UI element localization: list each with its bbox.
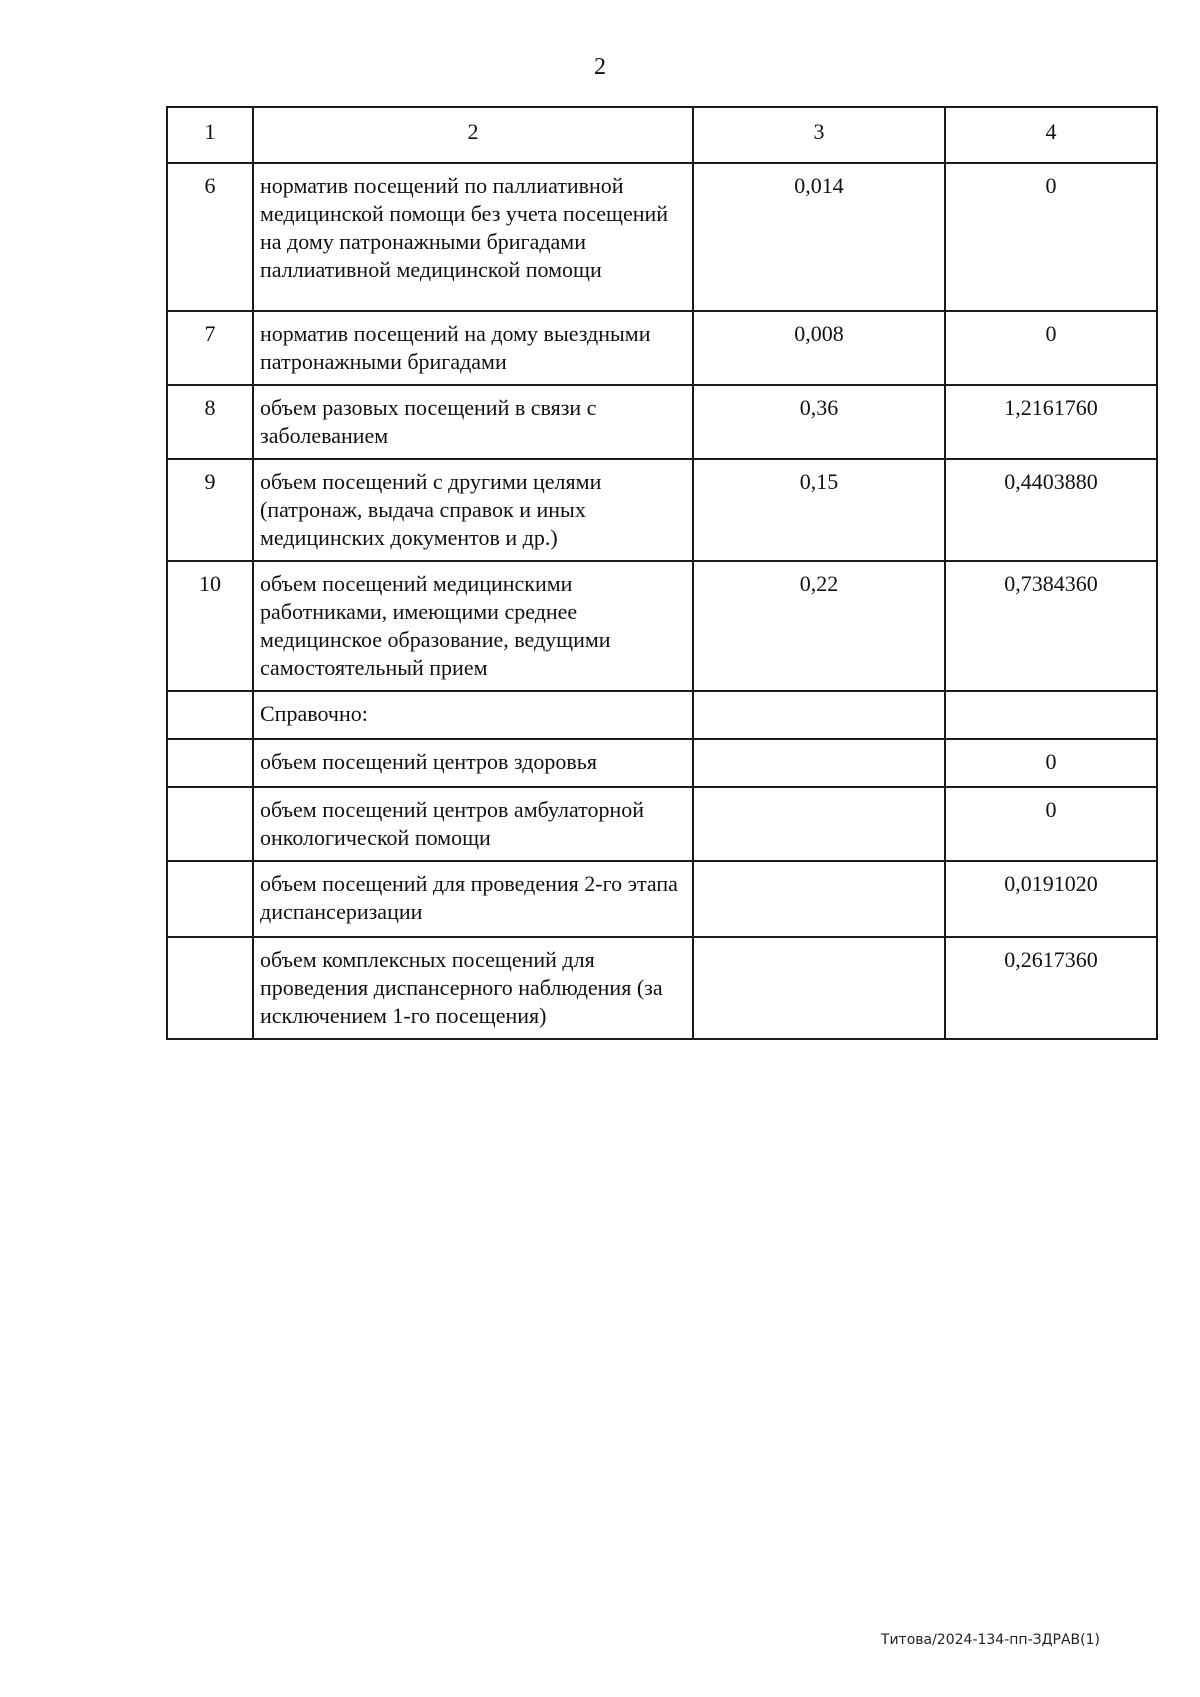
row-number: 10 (167, 561, 253, 691)
header-col-4: 4 (945, 107, 1157, 163)
row-value-col3: 0,014 (693, 163, 945, 311)
row-number (167, 861, 253, 937)
table-row (167, 691, 1157, 739)
table-row (167, 787, 1157, 861)
table-row (167, 561, 1157, 691)
row-number (167, 937, 253, 1039)
row-description: норматив посещений по паллиативной медицинской помощи без учета посещений на дому патронажными бригадами паллиативной медицинской помощи (253, 163, 693, 311)
row-number: 8 (167, 385, 253, 459)
row-description: объем посещений для проведения 2-го этапа диспансеризации (253, 861, 693, 937)
row-value-col4: 0 (945, 787, 1157, 861)
row-value-col3 (693, 787, 945, 861)
row-value-col4: 0 (945, 163, 1157, 311)
data-table (166, 106, 1158, 1040)
table-row (167, 385, 1157, 459)
table-row (167, 739, 1157, 787)
row-value-col3 (693, 739, 945, 787)
row-value-col3: 0,36 (693, 385, 945, 459)
row-description: норматив посещений на дому выездными патронажными бригадами (253, 311, 693, 385)
table-row (167, 459, 1157, 561)
row-number (167, 691, 253, 739)
row-number: 6 (167, 163, 253, 311)
row-value-col3 (693, 691, 945, 739)
row-number: 7 (167, 311, 253, 385)
table-row (167, 163, 1157, 311)
row-value-col3 (693, 861, 945, 937)
row-value-col3: 0,15 (693, 459, 945, 561)
row-description: объем посещений центров здоровья (253, 739, 693, 787)
row-value-col3: 0,008 (693, 311, 945, 385)
row-value-col4: 0 (945, 311, 1157, 385)
row-description: объем комплексных посещений для проведения диспансерного наблюдения (за исключением 1-го посещения) (253, 937, 693, 1039)
table-header-row (167, 107, 1157, 163)
row-number: 9 (167, 459, 253, 561)
header-col-2: 2 (253, 107, 693, 163)
header-col-3: 3 (693, 107, 945, 163)
row-value-col4: 0,7384360 (945, 561, 1157, 691)
header-col-1: 1 (167, 107, 253, 163)
table-row (167, 311, 1157, 385)
table-row (167, 861, 1157, 937)
row-value-col4: 0,4403880 (945, 459, 1157, 561)
row-number (167, 787, 253, 861)
row-value-col3 (693, 937, 945, 1039)
row-value-col4: 0 (945, 739, 1157, 787)
row-description: объем посещений медицинскими работниками, имеющими среднее медицинское образование, ведущими самостоятельный прием (253, 561, 693, 691)
row-value-col4: 0,2617360 (945, 937, 1157, 1039)
table-row (167, 937, 1157, 1039)
row-value-col3: 0,22 (693, 561, 945, 691)
row-value-col4: 0,0191020 (945, 861, 1157, 937)
row-value-col4: 1,2161760 (945, 385, 1157, 459)
page-number: 2 (594, 54, 606, 80)
row-description: объем посещений с другими целями (патронаж, выдача справок и иных медицинских документов и др.) (253, 459, 693, 561)
row-description: Справочно: (253, 691, 693, 739)
row-number (167, 739, 253, 787)
document-footer-code: Титова/2024-134-пп-ЗДРАВ(1) (880, 1632, 1100, 1648)
row-description: объем посещений центров амбулаторной онкологической помощи (253, 787, 693, 861)
row-value-col4 (945, 691, 1157, 739)
row-description: объем разовых посещений в связи с заболеванием (253, 385, 693, 459)
